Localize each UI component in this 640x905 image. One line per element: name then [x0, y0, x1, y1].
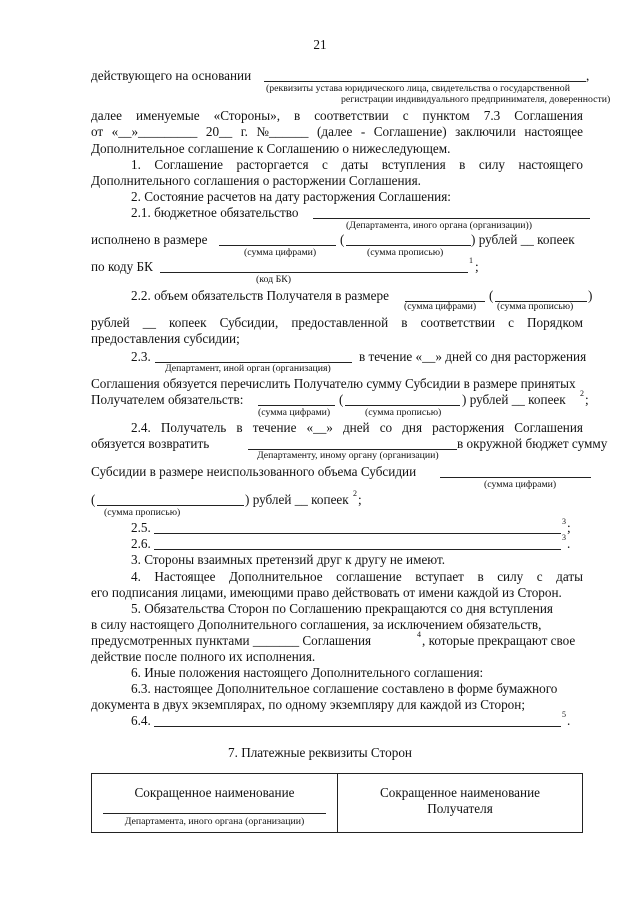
p24-line-3-lead: Субсидии в размере неиспользованного объема Субсидии	[91, 464, 417, 479]
section-7-title: 7. Платежные реквизиты Сторон	[228, 745, 412, 760]
p23-sum-words-blank	[345, 405, 460, 406]
table-cell-recipient	[338, 774, 583, 833]
p24-sum-digits-blank	[440, 477, 591, 478]
table-left-blank	[103, 813, 326, 814]
word: заключили	[455, 124, 516, 139]
p22-line-2	[91, 316, 583, 329]
p6-text: 6. Иные положения настоящего Дополнительного соглашения:	[131, 665, 484, 680]
p23-sum-words-note: (сумма прописью)	[365, 407, 442, 418]
word: копеек	[169, 315, 207, 330]
word: в	[293, 108, 301, 123]
p24-sum-words-note: (сумма прописью)	[104, 507, 181, 518]
p23-line-2: Соглашения обязуется перечислить Получателю сумму Субсидии в размере принятых	[91, 376, 576, 391]
word: в	[401, 315, 408, 330]
p23-tail: в течение «__» дней со дня расторжения	[359, 349, 587, 364]
word: Субсидии,	[219, 315, 279, 330]
p5-line-1: 5. Обязательства Сторон по Соглашению прекращаются со дня вступления	[131, 601, 553, 616]
p26-blank	[154, 549, 561, 550]
p64-lead: 6.4.	[131, 713, 151, 728]
p24-lead-2: обязуется возвратить	[91, 436, 210, 451]
word: со	[379, 420, 393, 435]
word: с	[322, 157, 328, 172]
p23-line-3-lead: Получателем обязательств:	[91, 392, 244, 407]
word: __	[142, 315, 156, 330]
word: предоставленной	[291, 315, 389, 330]
table-left-note: Департамента, иного органа (организации)	[124, 816, 305, 828]
word: силу	[478, 157, 505, 172]
word: даты	[556, 569, 583, 584]
word: «__»_________	[111, 124, 198, 139]
word: с	[536, 569, 543, 584]
table-left-title: Сокращенное наименование	[134, 785, 295, 800]
word: в	[477, 569, 484, 584]
p3-text: 3. Стороны взаимных претензий друг к другу не имеют.	[131, 552, 446, 567]
p23-sum-digits-blank	[258, 405, 335, 406]
word: Дополнительное	[228, 569, 323, 584]
word: Соглашения	[514, 108, 583, 123]
word: в	[236, 420, 243, 435]
p21-sum-words-note: (сумма прописью)	[367, 247, 444, 258]
word: с	[508, 315, 514, 330]
word: рублей	[91, 315, 130, 330]
p5-line-2: в силу настоящего Дополнительного соглашения, за исключением обязательств,	[91, 617, 542, 632]
p4-line-2: его подписания лицами, имеющими право действовать от имени каждой из Сторон.	[91, 585, 562, 600]
p21-kbk-note: (код БК)	[256, 274, 291, 285]
p21-blank	[313, 218, 590, 219]
word: настоящего	[518, 157, 583, 172]
word: г.	[240, 124, 248, 139]
p21-lead: 2.1. бюджетное обязательство	[131, 205, 299, 220]
word: «Стороны»,	[213, 108, 280, 123]
word: 1.	[131, 157, 141, 172]
p23-note: Департамент, иной орган (организация)	[165, 363, 331, 374]
word: именуемые	[135, 108, 200, 123]
p23-lead: 2.3.	[131, 349, 151, 364]
page-number: 21	[313, 37, 327, 52]
table-right-title-2: Получателя	[427, 801, 493, 817]
p24-line-1	[131, 421, 583, 434]
word: №______	[256, 124, 309, 139]
p4-line-1	[131, 570, 583, 583]
word: Соглашения	[514, 420, 583, 435]
word: далее	[91, 108, 122, 123]
p22-line-3: предоставления субсидии;	[91, 331, 240, 346]
p21-kbk-blank	[160, 272, 468, 273]
word: (далее	[317, 124, 353, 139]
p22-lead: 2.2. объем обязательств Получателя в размере	[131, 288, 389, 303]
word: Получатель	[160, 420, 227, 435]
word: течение	[252, 420, 297, 435]
table-cell-department	[92, 774, 338, 833]
p21-rub-kop: ) рублей __ копеек	[471, 232, 575, 247]
word: расторгается	[236, 157, 309, 172]
intro-line-1	[91, 109, 583, 122]
p24-note: Департаменту, иному органу (организации)	[257, 450, 439, 461]
p24-tail-2: в окружной бюджет сумму	[457, 436, 608, 451]
word: Порядком	[527, 315, 583, 330]
table-right-title-1: Сокращенное наименование	[380, 785, 540, 800]
intro-line-2	[91, 125, 583, 138]
word: 7.3	[483, 108, 501, 123]
basis-lead: действующего на основании	[91, 68, 252, 83]
word: с	[402, 108, 409, 123]
p24-sum-words-blank	[97, 505, 244, 506]
word: в	[459, 157, 466, 172]
word: даты	[341, 157, 369, 172]
word: Соглашение	[154, 157, 223, 172]
word: -	[360, 124, 366, 139]
word: 2.4.	[131, 420, 151, 435]
word: пунктом	[422, 108, 470, 123]
p25-lead: 2.5.	[131, 520, 151, 535]
p23-rub-kop: ) рублей __ копеек	[462, 392, 566, 407]
word: силу	[497, 569, 524, 584]
word: настоящее	[524, 124, 583, 139]
p24-sum-digits-note: (сумма цифрами)	[484, 479, 557, 490]
p21-sum-words-blank	[346, 245, 471, 246]
word: соответствии	[420, 315, 496, 330]
p1-line-2: Дополнительного соглашения о расторжении Соглашения.	[91, 173, 421, 188]
p5-line-4: действие после полного их исполнения.	[91, 649, 316, 664]
p24-rub-kop: ) рублей __ копеек	[245, 492, 349, 507]
payment-details-table	[91, 773, 583, 833]
p21-note: (Департамента, иного органа (организации))	[346, 220, 533, 231]
p63-line-1: 6.3. настоящее Дополнительное соглашение составлено в форме бумажного	[131, 681, 558, 696]
p22-sum-digits-note: (сумма цифрами)	[404, 301, 477, 312]
p21-kbk-lead: по коду БК	[91, 259, 153, 274]
p2-text: 2. Состояние расчетов на дату расторжения Соглашения:	[131, 189, 451, 204]
word: соглашение	[336, 569, 402, 584]
word: дней	[342, 420, 370, 435]
p64-blank	[154, 726, 561, 727]
intro-line-3: Дополнительное соглашение к Соглашению о нижеследующем.	[91, 141, 451, 156]
word: вступает	[415, 569, 464, 584]
p22-sum-words-note: (сумма прописью)	[497, 301, 574, 312]
p63-line-2: документа в двух экземплярах, по одному экземпляру для каждой из Сторон;	[91, 697, 525, 712]
p26-lead: 2.6.	[131, 536, 151, 551]
p5-line-3-left: предусмотренных пунктами _______ Соглашения	[91, 633, 372, 648]
basis-note-1: (реквизиты устава юридического лица, свидетельства о государственной	[266, 83, 570, 94]
p25-blank	[154, 533, 561, 534]
word: Настоящее	[154, 569, 216, 584]
basis-blank	[264, 81, 586, 82]
word: 4.	[131, 569, 141, 584]
p1-line-1	[131, 158, 583, 171]
p23-sum-digits-note: (сумма цифрами)	[258, 407, 331, 418]
p21-sum-digits-note: (сумма цифрами)	[244, 247, 317, 258]
word: от	[91, 124, 104, 139]
word: Соглашение)	[373, 124, 447, 139]
word: дня	[402, 420, 423, 435]
p21-sum-digits-blank	[219, 245, 336, 246]
word: 20__	[205, 124, 233, 139]
basis-note-2: регистрации индивидуального предпринимателя, доверенности)	[341, 94, 611, 105]
word: «__»	[306, 420, 333, 435]
word: вступления	[381, 157, 446, 172]
p21-exec-lead: исполнено в размере	[91, 232, 208, 247]
word: соответствии	[314, 108, 389, 123]
p5-line-3-right: , которые прекращают свое	[422, 633, 576, 648]
word: расторжения	[432, 420, 505, 435]
